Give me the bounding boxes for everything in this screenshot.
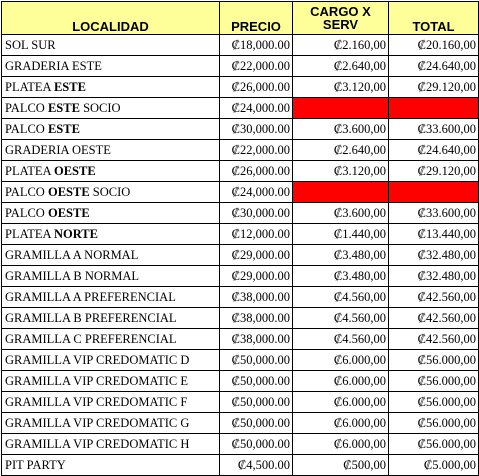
cell-total: [389, 161, 479, 182]
currency-symbol: ₡: [237, 458, 247, 472]
total-value: 42.560,00: [426, 311, 476, 325]
cell-precio: [220, 161, 293, 182]
cell-cargo: [293, 392, 389, 413]
cell-cargo-empty: [293, 98, 389, 119]
cargo-value: 6.000,00: [342, 416, 386, 430]
cell-cargo: [293, 350, 389, 371]
currency-symbol: ₡: [231, 248, 240, 262]
precio-value: 29,000.00: [240, 269, 290, 283]
cell-precio: [220, 434, 293, 455]
table-row: [2, 308, 479, 329]
header-cargo: CARGO X SERV: [293, 2, 389, 35]
cell-total: [389, 266, 479, 287]
localidad-text: GRAMILLA C PREFERENCIAL: [5, 332, 177, 346]
table-row: [2, 350, 479, 371]
precio-value: 30,000.00: [240, 206, 290, 220]
cell-precio: [220, 329, 293, 350]
precio-value: 38,000.00: [240, 332, 290, 346]
localidad-text: GRAMILLA A PREFERENCIAL: [5, 290, 176, 304]
localidad-bold-text: ESTE: [47, 122, 80, 136]
cell-total-empty: [389, 98, 479, 119]
localidad-text: PIT PARTY: [5, 458, 66, 472]
cell-precio: [220, 455, 293, 476]
cell-precio: [220, 182, 293, 203]
cell-localidad: [2, 329, 220, 350]
currency-symbol: ₡: [417, 374, 426, 388]
table-row: [2, 329, 479, 350]
cell-precio: [220, 56, 293, 77]
currency-symbol: ₡: [333, 353, 343, 367]
header-localidad: LOCALIDAD: [2, 2, 220, 35]
table-row: [2, 119, 479, 140]
cell-localidad: [2, 392, 220, 413]
localidad-suffix-text: SOCIO: [89, 185, 131, 199]
currency-symbol: ₡: [333, 227, 343, 241]
cell-localidad: [2, 224, 220, 245]
cell-cargo: [293, 203, 389, 224]
currency-symbol: ₡: [231, 311, 240, 325]
price-table: [1, 1, 479, 476]
precio-value: 30,000.00: [240, 122, 290, 136]
currency-symbol: ₡: [417, 437, 426, 451]
cell-precio: [220, 413, 293, 434]
cell-total: [389, 371, 479, 392]
currency-symbol: ₡: [333, 290, 343, 304]
table-body: [2, 35, 479, 476]
cell-precio: [220, 98, 293, 119]
currency-symbol: ₡: [417, 311, 426, 325]
total-value: 33.600,00: [426, 122, 476, 136]
currency-symbol: ₡: [333, 38, 343, 52]
currency-symbol: ₡: [333, 395, 343, 409]
currency-symbol: ₡: [333, 332, 343, 346]
cell-localidad: [2, 455, 220, 476]
cell-total: [389, 140, 479, 161]
localidad-text: PLATEA: [5, 80, 54, 94]
cell-cargo: [293, 119, 389, 140]
cargo-value: 6.000,00: [342, 353, 386, 367]
cell-cargo: [293, 455, 389, 476]
cell-precio: [220, 140, 293, 161]
table-row: [2, 371, 479, 392]
localidad-text: GRADERIA ESTE: [5, 59, 102, 73]
cell-localidad: [2, 203, 220, 224]
currency-symbol: ₡: [333, 374, 343, 388]
cell-cargo: [293, 56, 389, 77]
total-value: 5.000,00: [432, 458, 476, 472]
localidad-bold-text: NORTE: [53, 227, 98, 241]
cell-cargo: [293, 35, 389, 56]
cell-localidad: [2, 98, 220, 119]
localidad-text: GRAMILLA B NORMAL: [5, 269, 140, 283]
cargo-value: 4.560,00: [342, 332, 386, 346]
currency-symbol: ₡: [231, 80, 240, 94]
currency-symbol: ₡: [333, 164, 343, 178]
currency-symbol: ₡: [333, 122, 343, 136]
cargo-value: 6.000,00: [342, 374, 386, 388]
cell-total: [389, 308, 479, 329]
cell-localidad: [2, 119, 220, 140]
currency-symbol: ₡: [417, 269, 426, 283]
cell-total: [389, 287, 479, 308]
currency-symbol: ₡: [231, 437, 240, 451]
cell-cargo: [293, 161, 389, 182]
currency-symbol: ₡: [231, 227, 240, 241]
table-row: [2, 455, 479, 476]
cell-precio: [220, 392, 293, 413]
currency-symbol: ₡: [231, 395, 240, 409]
cell-total: [389, 455, 479, 476]
currency-symbol: ₡: [343, 458, 352, 472]
currency-symbol: ₡: [417, 164, 426, 178]
total-value: 56.000,00: [426, 395, 476, 409]
precio-value: 50,000.00: [240, 416, 290, 430]
cargo-value: 3.480,00: [342, 269, 386, 283]
localidad-bold-text: OESTE: [53, 164, 96, 178]
cargo-value: 4.560,00: [342, 290, 386, 304]
cell-total: [389, 203, 479, 224]
currency-symbol: ₡: [231, 101, 240, 115]
cell-precio: [220, 77, 293, 98]
currency-symbol: ₡: [417, 59, 426, 73]
localidad-text: GRAMILLA VIP CREDOMATIC G: [5, 416, 190, 430]
currency-symbol: ₡: [423, 458, 433, 472]
cell-localidad: [2, 245, 220, 266]
table-row: [2, 287, 479, 308]
table-row: [2, 413, 479, 434]
cell-total: [389, 413, 479, 434]
precio-value: 38,000.00: [240, 311, 290, 325]
localidad-bold-text: OESTE: [47, 206, 90, 220]
precio-value: 38,000.00: [240, 290, 290, 304]
cell-localidad: [2, 308, 220, 329]
cell-precio: [220, 287, 293, 308]
localidad-bold-text: ESTE: [53, 80, 86, 94]
cell-localidad: [2, 371, 220, 392]
total-value: 24.640,00: [426, 143, 476, 157]
table-row: [2, 182, 479, 203]
cell-localidad: [2, 56, 220, 77]
cell-cargo: [293, 329, 389, 350]
cargo-value: 3.600,00: [342, 122, 386, 136]
currency-symbol: ₡: [417, 143, 426, 157]
cell-total: [389, 56, 479, 77]
cell-total: [389, 392, 479, 413]
cell-total: [389, 329, 479, 350]
total-value: 32.480,00: [426, 248, 476, 262]
currency-symbol: ₡: [417, 395, 426, 409]
cell-cargo: [293, 140, 389, 161]
cell-precio: [220, 266, 293, 287]
cargo-value: 3.120,00: [342, 164, 386, 178]
localidad-text: PALCO: [5, 122, 48, 136]
precio-value: 24,000.00: [240, 101, 290, 115]
currency-symbol: ₡: [417, 353, 426, 367]
table-row: [2, 98, 479, 119]
currency-symbol: ₡: [231, 143, 240, 157]
currency-symbol: ₡: [231, 206, 240, 220]
currency-symbol: ₡: [333, 269, 343, 283]
total-value: 56.000,00: [426, 353, 476, 367]
localidad-text: GRAMILLA A NORMAL: [5, 248, 139, 262]
cargo-value: 3.480,00: [342, 248, 386, 262]
precio-value: 22,000.00: [240, 143, 290, 157]
precio-value: 4,500.00: [246, 458, 290, 472]
table-row: [2, 203, 479, 224]
cell-localidad: [2, 287, 220, 308]
precio-value: 50,000.00: [240, 353, 290, 367]
cell-localidad: [2, 434, 220, 455]
currency-symbol: ₡: [231, 164, 240, 178]
localidad-text: GRAMILLA VIP CREDOMATIC E: [5, 374, 188, 388]
precio-value: 18,000.00: [240, 38, 290, 52]
currency-symbol: ₡: [333, 80, 343, 94]
total-value: 56.000,00: [426, 374, 476, 388]
cell-cargo: [293, 245, 389, 266]
table-row: [2, 392, 479, 413]
table-row: [2, 77, 479, 98]
localidad-text: GRAMILLA VIP CREDOMATIC F: [5, 395, 188, 409]
cell-total: [389, 350, 479, 371]
localidad-text: GRAMILLA B PREFERENCIAL: [5, 311, 177, 325]
precio-value: 24,000.00: [240, 185, 290, 199]
currency-symbol: ₡: [231, 59, 240, 73]
cell-precio: [220, 245, 293, 266]
localidad-text: PLATEA: [5, 227, 54, 241]
header-row: [2, 2, 479, 35]
currency-symbol: ₡: [417, 206, 426, 220]
currency-symbol: ₡: [231, 332, 240, 346]
currency-symbol: ₡: [417, 80, 426, 94]
localidad-text: GRADERIA OESTE: [5, 143, 111, 157]
precio-value: 50,000.00: [240, 437, 290, 451]
currency-symbol: ₡: [231, 122, 240, 136]
cell-localidad: [2, 266, 220, 287]
currency-symbol: ₡: [231, 38, 240, 52]
cell-precio: [220, 203, 293, 224]
cell-cargo: [293, 413, 389, 434]
table-row: [2, 56, 479, 77]
currency-symbol: ₡: [417, 122, 426, 136]
cell-cargo: [293, 434, 389, 455]
currency-symbol: ₡: [333, 206, 343, 220]
cargo-value: 3.600,00: [342, 206, 386, 220]
localidad-text: PALCO: [5, 185, 48, 199]
cargo-value: 2.160,00: [342, 38, 386, 52]
cargo-value: 6.000,00: [342, 437, 386, 451]
table-row: [2, 35, 479, 56]
cargo-value: 4.560,00: [342, 311, 386, 325]
precio-value: 50,000.00: [240, 374, 290, 388]
cell-localidad: [2, 413, 220, 434]
total-value: 13.440,00: [426, 227, 476, 241]
currency-symbol: ₡: [417, 416, 426, 430]
cell-cargo: [293, 224, 389, 245]
total-value: 42.560,00: [426, 290, 476, 304]
currency-symbol: ₡: [231, 416, 240, 430]
cell-localidad: [2, 161, 220, 182]
cell-total: [389, 119, 479, 140]
table-row: [2, 434, 479, 455]
localidad-text: GRAMILLA VIP CREDOMATIC H: [5, 437, 190, 451]
precio-value: 12,000.00: [240, 227, 290, 241]
cell-precio: [220, 224, 293, 245]
cell-total: [389, 245, 479, 266]
header-total: TOTAL: [389, 2, 479, 35]
currency-symbol: ₡: [231, 290, 240, 304]
localidad-text: PALCO: [5, 101, 48, 115]
cell-cargo: [293, 287, 389, 308]
localidad-text: PLATEA: [5, 164, 54, 178]
cell-cargo: [293, 266, 389, 287]
currency-symbol: ₡: [333, 248, 343, 262]
cell-cargo-empty: [293, 182, 389, 203]
total-value: 32.480,00: [426, 269, 476, 283]
currency-symbol: ₡: [333, 59, 343, 73]
cell-total: [389, 77, 479, 98]
currency-symbol: ₡: [333, 437, 343, 451]
total-value: 33.600,00: [426, 206, 476, 220]
localidad-text: GRAMILLA VIP CREDOMATIC D: [5, 353, 190, 367]
table-row: [2, 245, 479, 266]
total-value: 56.000,00: [426, 437, 476, 451]
cell-cargo: [293, 308, 389, 329]
cargo-value: 1.440,00: [342, 227, 386, 241]
currency-symbol: ₡: [417, 38, 426, 52]
cell-localidad: [2, 182, 220, 203]
currency-symbol: ₡: [231, 269, 240, 283]
cell-total: [389, 35, 479, 56]
cell-precio: [220, 350, 293, 371]
cell-total: [389, 434, 479, 455]
cell-total-empty: [389, 182, 479, 203]
cell-precio: [220, 119, 293, 140]
total-value: 29.120,00: [426, 164, 476, 178]
currency-symbol: ₡: [231, 374, 240, 388]
currency-symbol: ₡: [333, 416, 343, 430]
header-precio: PRECIO: [220, 2, 293, 35]
precio-value: 29,000.00: [240, 248, 290, 262]
currency-symbol: ₡: [417, 227, 426, 241]
cargo-value: 500,00: [351, 458, 386, 472]
localidad-bold-text: ESTE: [47, 101, 80, 115]
currency-symbol: ₡: [417, 248, 426, 262]
cell-localidad: [2, 140, 220, 161]
cell-precio: [220, 308, 293, 329]
currency-symbol: ₡: [417, 290, 426, 304]
precio-value: 26,000.00: [240, 164, 290, 178]
total-value: 42.560,00: [426, 332, 476, 346]
cargo-value: 3.120,00: [342, 80, 386, 94]
localidad-suffix-text: SOCIO: [79, 101, 121, 115]
cell-cargo: [293, 371, 389, 392]
cargo-value: 6.000,00: [342, 395, 386, 409]
localidad-text: PALCO: [5, 206, 48, 220]
precio-value: 26,000.00: [240, 80, 290, 94]
table-row: [2, 161, 479, 182]
cargo-value: 2.640,00: [342, 59, 386, 73]
localidad-text: SOL SUR: [5, 38, 56, 52]
cell-cargo: [293, 77, 389, 98]
cell-precio: [220, 371, 293, 392]
total-value: 20.160,00: [426, 38, 476, 52]
precio-value: 50,000.00: [240, 395, 290, 409]
currency-symbol: ₡: [231, 185, 240, 199]
cell-localidad: [2, 35, 220, 56]
total-value: 29.120,00: [426, 80, 476, 94]
cell-localidad: [2, 77, 220, 98]
currency-symbol: ₡: [231, 353, 240, 367]
total-value: 24.640,00: [426, 59, 476, 73]
localidad-bold-text: OESTE: [47, 185, 90, 199]
table-row: [2, 140, 479, 161]
precio-value: 22,000.00: [240, 59, 290, 73]
table-row: [2, 266, 479, 287]
total-value: 56.000,00: [426, 416, 476, 430]
currency-symbol: ₡: [333, 311, 343, 325]
cell-localidad: [2, 350, 220, 371]
currency-symbol: ₡: [333, 143, 343, 157]
cell-total: [389, 224, 479, 245]
table-row: [2, 224, 479, 245]
currency-symbol: ₡: [417, 332, 426, 346]
cell-precio: [220, 35, 293, 56]
cargo-value: 2.640,00: [342, 143, 386, 157]
